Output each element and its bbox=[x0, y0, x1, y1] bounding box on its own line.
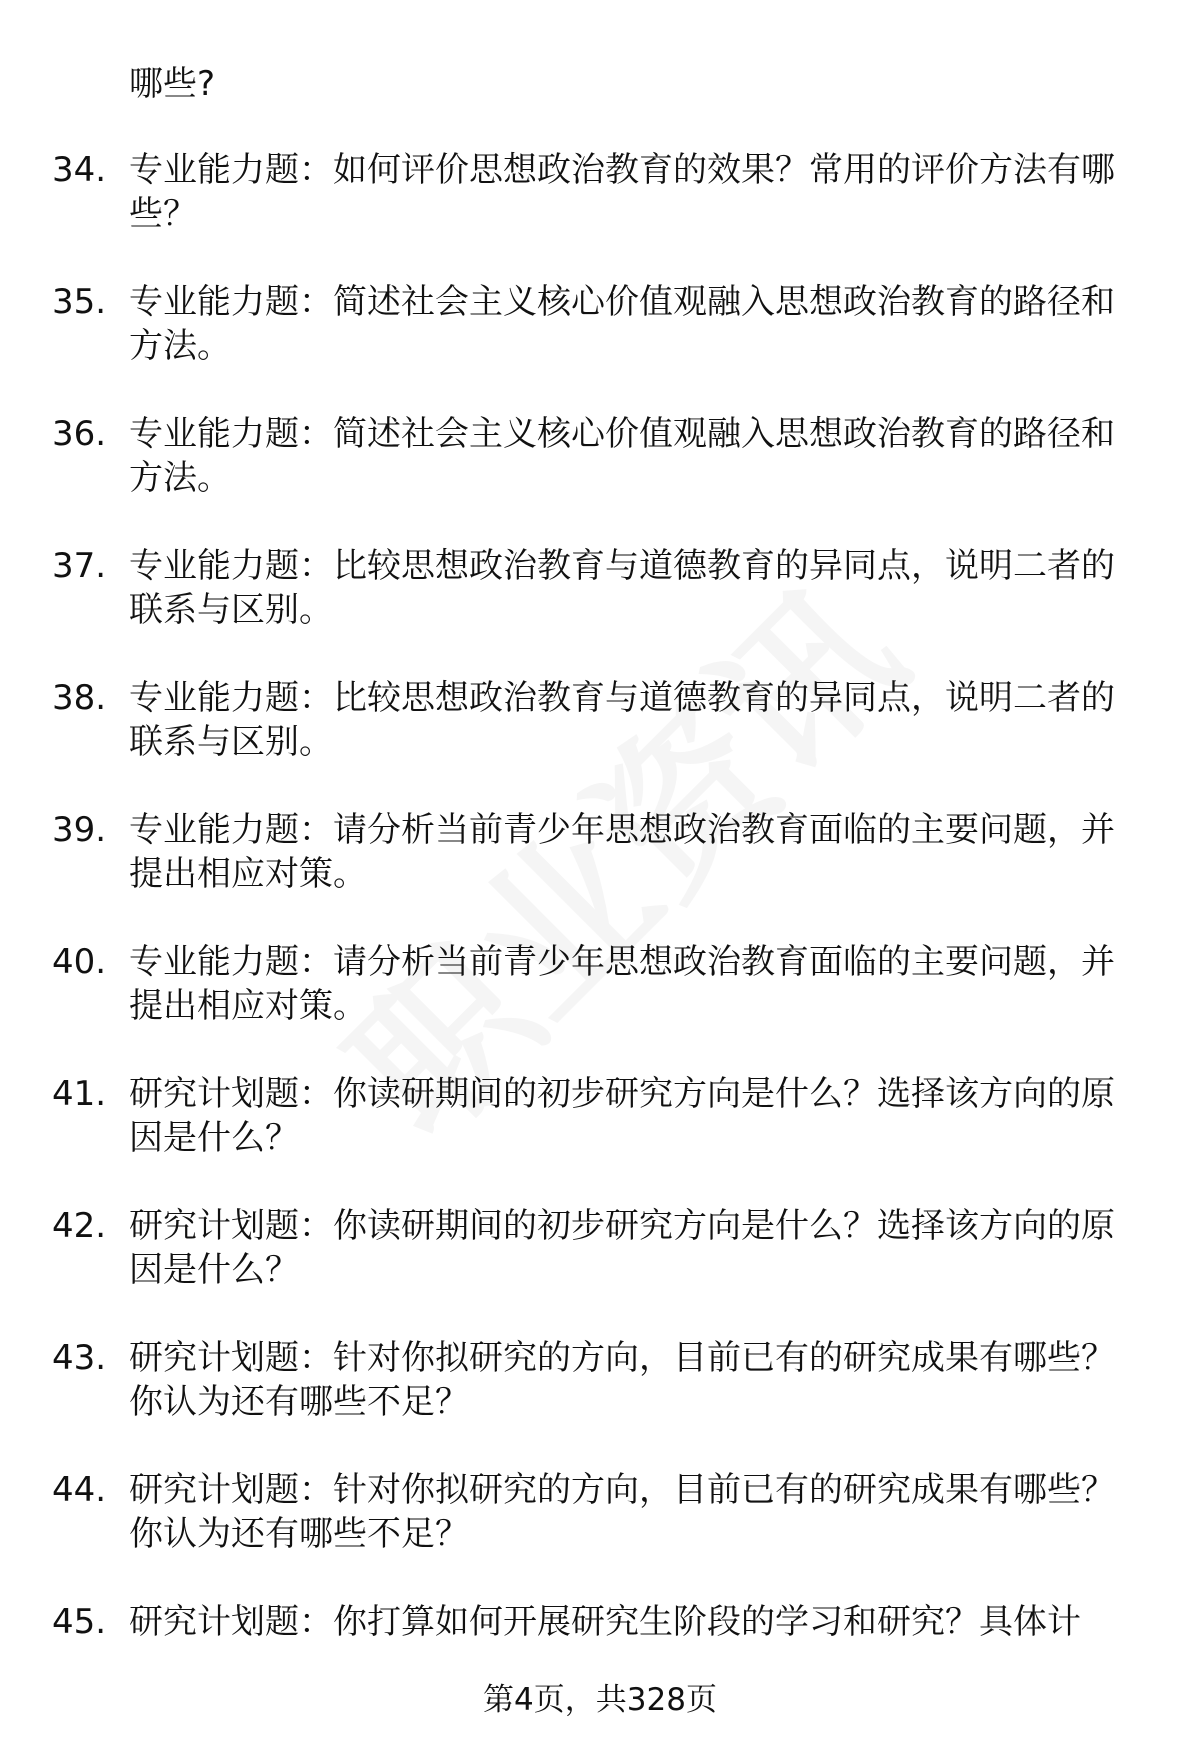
question-item bbox=[0, 412, 1200, 544]
question-number: 34. bbox=[52, 150, 107, 190]
question-number: 35. bbox=[52, 282, 107, 322]
question-number: 41. bbox=[52, 1074, 107, 1114]
question-item bbox=[0, 1072, 1200, 1204]
question-text: 研究计划题：针对你拟研究的方向，目前已有的研究成果有哪些？你认为还有哪些不足？ bbox=[129, 1470, 1115, 1554]
question-item bbox=[0, 1468, 1200, 1600]
question-item bbox=[0, 940, 1200, 1072]
continued-question-text: 哪些? bbox=[129, 64, 216, 104]
question-text: 专业能力题：比较思想政治教育与道德教育的异同点，说明二者的联系与区别。 bbox=[129, 678, 1115, 762]
question-text: 研究计划题：你打算如何开展研究生阶段的学习和研究？具体计 bbox=[129, 1602, 1081, 1642]
question-number: 45. bbox=[52, 1602, 107, 1642]
question-item bbox=[0, 808, 1200, 940]
question-text: 专业能力题：请分析当前青少年思想政治教育面临的主要问题，并提出相应对策。 bbox=[129, 810, 1115, 894]
question-text: 专业能力题：比较思想政治教育与道德教育的异同点，说明二者的联系与区别。 bbox=[129, 546, 1115, 630]
question-item bbox=[0, 1204, 1200, 1336]
question-number: 44. bbox=[52, 1470, 107, 1510]
question-number: 43. bbox=[52, 1338, 107, 1378]
question-text: 专业能力题：简述社会主义核心价值观融入思想政治教育的路径和方法。 bbox=[129, 414, 1115, 498]
question-number: 42. bbox=[52, 1206, 107, 1246]
question-item bbox=[0, 280, 1200, 412]
question-item bbox=[0, 148, 1200, 280]
question-text: 研究计划题：你读研期间的初步研究方向是什么？选择该方向的原因是什么？ bbox=[129, 1074, 1115, 1158]
question-text: 专业能力题：如何评价思想政治教育的效果？常用的评价方法有哪些？ bbox=[129, 150, 1115, 234]
question-item bbox=[0, 544, 1200, 676]
page-number-footer: 第4页，共328页 bbox=[483, 1682, 717, 1718]
question-number: 37. bbox=[52, 546, 107, 586]
question-number: 39. bbox=[52, 810, 107, 850]
question-number: 38. bbox=[52, 678, 107, 718]
question-number: 36. bbox=[52, 414, 107, 454]
question-item bbox=[0, 1336, 1200, 1468]
question-text: 专业能力题：请分析当前青少年思想政治教育面临的主要问题，并提出相应对策。 bbox=[129, 942, 1115, 1026]
question-list bbox=[0, 148, 1200, 1732]
question-text: 专业能力题：简述社会主义核心价值观融入思想政治教育的路径和方法。 bbox=[129, 282, 1115, 366]
question-item bbox=[0, 676, 1200, 808]
question-text: 研究计划题：针对你拟研究的方向，目前已有的研究成果有哪些？你认为还有哪些不足？ bbox=[129, 1338, 1115, 1422]
question-text: 研究计划题：你读研期间的初步研究方向是什么？选择该方向的原因是什么？ bbox=[129, 1206, 1115, 1290]
question-number: 40. bbox=[52, 942, 107, 982]
